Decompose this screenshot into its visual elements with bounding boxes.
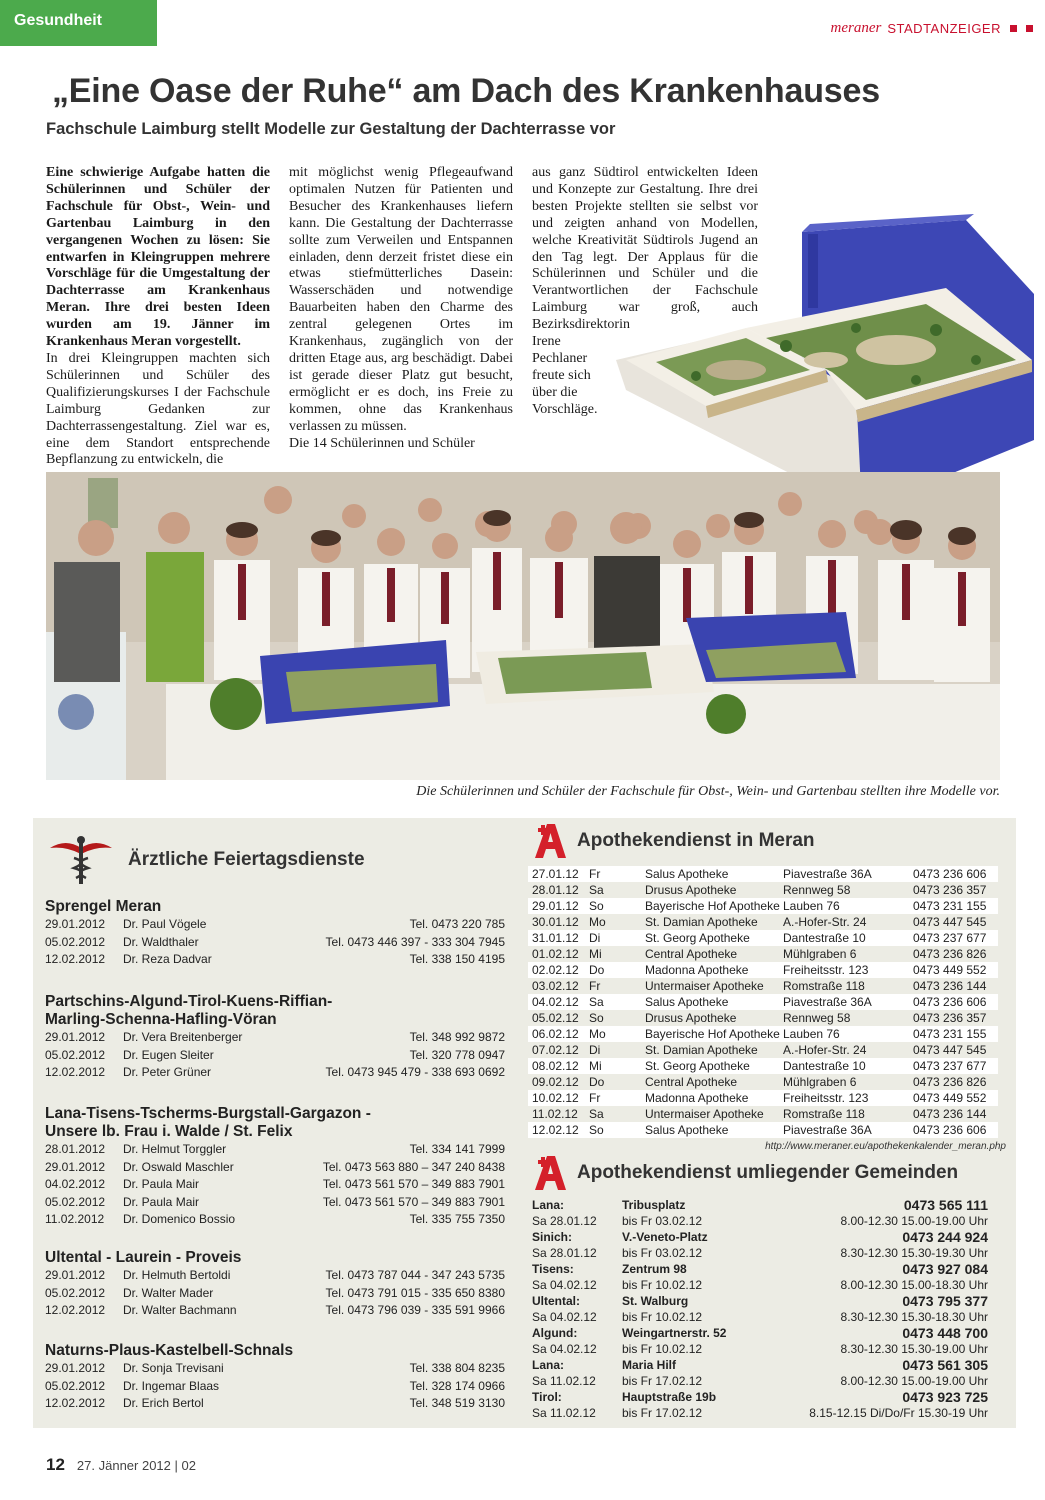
- doctor-name: Dr. Paula Mair: [123, 1194, 200, 1209]
- article-headline: „Eine Oase der Ruhe“ am Dach des Krankenhauses: [52, 72, 880, 110]
- pharmacy-weekday: Mo: [589, 1027, 606, 1041]
- pharmacy-row: [528, 946, 998, 962]
- doctor-row: [45, 1029, 505, 1047]
- region-title: Naturns-Plaus-Kastelbell-Schnals: [45, 1342, 294, 1359]
- pharmacy-phone: 0473 231 155: [913, 1027, 987, 1041]
- doctor-name: Dr. Oswald Maschler: [123, 1159, 234, 1174]
- article-paragraph: In drei Kleingruppen machten sich Schülerinnen und Schüler des Qualifizierungskurses I der Fachschule Laimburg Gedanken zur Dachterrassengestaltung. Ziel war es, eine dem Standort entsprechende Bepflanzung zu entwickeln, die: [46, 350, 270, 468]
- pharmacy-street: Mühlgraben 6: [783, 1075, 857, 1089]
- pharmacy-meran-table: [528, 866, 998, 1138]
- region-block: [45, 1342, 505, 1413]
- pharmacy-to: bis Fr 17.02.12: [622, 1406, 703, 1420]
- doctor-phone: Tel. 0473 945 479 - 338 693 0692: [325, 1065, 505, 1079]
- doctor-row: [45, 1360, 505, 1378]
- pharmacy-street: Lauben 76: [783, 1027, 840, 1041]
- pharmacy-to: bis Fr 10.02.12: [622, 1278, 703, 1292]
- pharmacy-from: Sa 28.01.12: [532, 1214, 597, 1228]
- pharmacy-region-row: [532, 1277, 988, 1293]
- pharmacy-from: Sa 11.02.12: [532, 1406, 596, 1420]
- pharmacy-date: 30.01.12: [532, 915, 579, 929]
- pharmacy-place: Tisens:: [532, 1262, 574, 1276]
- pharmacy-name: Zentrum 98: [622, 1262, 687, 1276]
- pharmacy-weekday: Di: [589, 1043, 601, 1057]
- pharmacy-date: 27.01.12: [532, 867, 579, 881]
- pharmacy-weekday: Do: [589, 963, 605, 977]
- doctor-name: Dr. Vera Breitenberger: [123, 1030, 243, 1044]
- pharmacy-weekday: Do: [589, 1075, 605, 1089]
- brand-name: meraner: [830, 20, 882, 36]
- issue-date: 27. Jänner 2012 | 02: [76, 1458, 196, 1473]
- doctor-row: [45, 1211, 505, 1229]
- doctor-row: [45, 1159, 505, 1177]
- doctor-date: 05.02.2012: [45, 1285, 106, 1300]
- pharmacy-row: [528, 898, 998, 914]
- pharmacy-date: 08.02.12: [532, 1059, 579, 1073]
- doctor-date: 28.01.2012: [45, 1142, 106, 1156]
- pharmacy-row: [528, 866, 998, 882]
- pharmacy-phone: 0473 231 155: [913, 899, 987, 913]
- pharmacy-row: [528, 1122, 998, 1138]
- pharmacy-meran-title: Apothekendienst in Meran: [577, 830, 815, 851]
- group-photo: [46, 472, 1000, 780]
- doctor-phone: Tel. 348 519 3130: [409, 1396, 505, 1410]
- masthead: [831, 20, 1033, 37]
- pharmacy-date: 07.02.12: [532, 1043, 579, 1057]
- pharmacy-street: Rennweg 58: [783, 883, 851, 897]
- pharmacy-phone: 0473 236 826: [913, 947, 987, 961]
- pharmacy-date: 06.02.12: [532, 1027, 579, 1041]
- pharmacy-weekday: Sa: [589, 995, 604, 1009]
- doctor-phone: Tel. 0473 561 570 – 349 883 7901: [322, 1194, 505, 1209]
- pharmacy-meran-header: [533, 822, 815, 860]
- pharmacy-row: [528, 994, 998, 1010]
- doctor-row: [45, 1267, 505, 1285]
- pharmacy-name: V.-Veneto-Platz: [622, 1230, 708, 1244]
- pharmacy-from: Sa 04.02.12: [532, 1310, 597, 1324]
- doctor-date: 29.01.2012: [45, 917, 106, 931]
- pharmacy-weekday: Mi: [589, 1059, 602, 1073]
- pharmacy-row: [528, 914, 998, 930]
- doctor-date: 05.02.2012: [45, 1047, 106, 1062]
- doctor-phone: Tel. 338 150 4195: [409, 952, 505, 966]
- pharmacy-hours: 8.00-12.30 15.00-19.00 Uhr: [840, 1374, 988, 1388]
- pharmacy-weekday: Di: [589, 931, 601, 945]
- pharmacy-row: [528, 1042, 998, 1058]
- pharmacy-weekday: Sa: [589, 1107, 604, 1121]
- caduceus-icon: [48, 834, 114, 886]
- pharmacy-phone: 0473 237 677: [913, 931, 987, 945]
- pharmacy-date: 05.02.12: [532, 1011, 579, 1025]
- pharmacy-date: 09.02.12: [532, 1075, 579, 1089]
- pharmacy-region-title: Apothekendienst umliegender Gemeinden: [577, 1162, 959, 1183]
- pharmacy-name: Central Apotheke: [645, 1075, 738, 1089]
- pharmacy-from: Sa 28.01.12: [532, 1246, 597, 1260]
- doctor-name: Dr. Peter Grüner: [123, 1065, 212, 1079]
- doctor-phone: Tel. 0473 563 880 – 347 240 8438: [322, 1159, 505, 1174]
- pharmacy-phone: 0473 447 545: [913, 915, 987, 929]
- pharmacy-name: Untermaiser Apotheke: [645, 1107, 764, 1121]
- doctor-date: 12.02.2012: [45, 1065, 106, 1079]
- doctor-phone: Tel. 0473 446 397 - 333 304 7945: [325, 934, 505, 949]
- pharmacy-street: Piavestraße 36A: [783, 1123, 872, 1137]
- pharmacy-region-row: [532, 1389, 988, 1405]
- pharmacy-name: Central Apotheke: [645, 947, 738, 961]
- paper-name: STADTANZEIGER: [887, 21, 1001, 36]
- pharmacy-name: Salus Apotheke: [645, 1123, 729, 1137]
- doctor-name: Dr. Ingemar Blaas: [123, 1378, 220, 1393]
- pharmacy-date: 03.02.12: [532, 979, 579, 993]
- pharmacy-phone: 0473 795 377: [902, 1293, 988, 1309]
- pharmacy-phone: 0473 447 545: [913, 1043, 987, 1057]
- region-block: [45, 1249, 505, 1320]
- doctor-name: Dr. Waldthaler: [123, 934, 199, 949]
- pharmacy-name: St. Walburg: [622, 1294, 689, 1308]
- pharmacy-name: Tribusplatz: [622, 1198, 686, 1212]
- doctor-name: Dr. Helmut Torggler: [123, 1142, 227, 1156]
- doctor-phone: Tel. 0473 220 785: [409, 917, 505, 931]
- pharmacy-region-row: [532, 1245, 988, 1261]
- pharmacy-date: 31.01.12: [532, 931, 579, 945]
- article-column-2: [289, 165, 513, 452]
- pharmacy-hours: 8.30-12.30 15.30-19.00 Uhr: [840, 1342, 988, 1356]
- doctor-date: 29.01.2012: [45, 1030, 106, 1044]
- doctor-name: Dr. Helmuth Bertoldi: [123, 1268, 231, 1282]
- pharmacy-region-row: [532, 1293, 988, 1309]
- doctor-phone: Tel. 348 992 9872: [409, 1030, 505, 1044]
- pharmacy-row: [528, 1026, 998, 1042]
- pharmacy-region-row: [532, 1213, 988, 1229]
- pharmacy-date: 10.02.12: [532, 1091, 579, 1105]
- pharmacy-region-row: [532, 1325, 988, 1341]
- pharmacy-place: Ultental:: [532, 1294, 580, 1308]
- doctor-date: 11.02.2012: [45, 1212, 105, 1226]
- doctor-phone: Tel. 0473 787 044 - 347 243 5735: [325, 1268, 505, 1282]
- page-footer: [46, 1455, 196, 1475]
- pharmacy-date: 02.02.12: [532, 963, 579, 977]
- doctor-row: [45, 1194, 505, 1212]
- pharmacy-row: [528, 1058, 998, 1074]
- doctor-row: [45, 1285, 505, 1303]
- pharmacy-date: 29.01.12: [532, 899, 579, 913]
- page-number: 12: [46, 1455, 65, 1474]
- doctor-date: 12.02.2012: [45, 952, 106, 966]
- region-block: [45, 993, 505, 1082]
- pharmacy-hours: 8.00-12.30 15.00-19.00 Uhr: [840, 1214, 988, 1228]
- doctor-row: [45, 951, 505, 969]
- pharmacy-row: [528, 962, 998, 978]
- pharmacy-name: Salus Apotheke: [645, 995, 729, 1009]
- pharmacy-name: Hauptstraße 19b: [622, 1390, 717, 1404]
- pharmacy-row: [528, 1106, 998, 1122]
- doctor-phone: Tel. 338 804 8235: [409, 1361, 505, 1375]
- pharmacy-name: St. Georg Apotheke: [645, 1059, 750, 1073]
- pharmacy-phone: 0473 236 144: [913, 1107, 987, 1121]
- pharmacy-street: Dantestraße 10: [783, 1059, 866, 1073]
- doctor-row: [45, 1302, 505, 1320]
- pharmacy-street: Dantestraße 10: [783, 931, 866, 945]
- pharmacy-weekday: Fr: [589, 867, 601, 881]
- doctor-phone: Tel. 334 141 7999: [409, 1142, 505, 1156]
- pharmacy-phone: 0473 236 606: [913, 867, 987, 881]
- pharmacy-phone: 0473 565 111: [903, 1197, 988, 1213]
- section-label: Gesundheit: [0, 0, 157, 46]
- pharmacy-row: [528, 1074, 998, 1090]
- doctor-date: 05.02.2012: [45, 934, 106, 949]
- region-block: [45, 898, 505, 969]
- doctor-name: Dr. Paul Vögele: [123, 917, 207, 931]
- pharmacy-to: bis Fr 03.02.12: [622, 1214, 703, 1228]
- pharmacy-region-row: [532, 1405, 988, 1421]
- pharmacy-place: Lana:: [532, 1198, 565, 1212]
- pharmacy-region-row: [532, 1373, 988, 1389]
- pharmacy-name: Bayerische Hof Apotheke: [645, 1027, 780, 1041]
- pharmacy-street: Lauben 76: [783, 899, 840, 913]
- article-column-1: [46, 165, 270, 469]
- pharmacy-name: Maria Hilf: [622, 1358, 677, 1372]
- doctor-phone: Tel. 320 778 0947: [409, 1047, 505, 1062]
- pharmacy-hours: 8.30-12.30 15.30-18.30 Uhr: [840, 1310, 988, 1324]
- pharmacy-place: Tirol:: [532, 1390, 562, 1404]
- pharmacy-from: Sa 11.02.12: [532, 1374, 596, 1388]
- pharmacy-row: [528, 882, 998, 898]
- doctor-phone: Tel. 328 174 0966: [409, 1378, 505, 1393]
- pharmacy-street: Freiheitsstr. 123: [783, 963, 869, 977]
- doctor-name: Dr. Domenico Bossio: [123, 1212, 236, 1226]
- terrace-model-photo: [596, 210, 1036, 510]
- pharmacy-row: [528, 1090, 998, 1106]
- pharmacy-street: Romstraße 118: [783, 1107, 865, 1121]
- pharmacy-phone: 0473 561 305: [902, 1357, 988, 1373]
- pharmacy-name: Drusus Apotheke: [645, 883, 737, 897]
- doctor-phone: Tel. 0473 796 039 - 335 591 9966: [325, 1303, 505, 1317]
- pharmacy-name: Bayerische Hof Apotheke: [645, 899, 780, 913]
- doctor-date: 05.02.2012: [45, 1194, 106, 1209]
- pharmacy-weekday: So: [589, 1011, 604, 1025]
- pharmacy-hours: 8.00-12.30 15.00-18.30 Uhr: [840, 1278, 988, 1292]
- pharmacy-weekday: Fr: [589, 1091, 601, 1105]
- pharmacy-street: A.-Hofer-Str. 24: [783, 1043, 867, 1057]
- pharmacy-place: Lana:: [532, 1358, 565, 1372]
- pharmacy-phone: 0473 236 606: [913, 995, 987, 1009]
- article-paragraph: Irene Pechlaner freute sich über die Vorschläge.: [532, 334, 598, 417]
- article-paragraph: mit möglichst wenig Pflegeaufwand optimalen Nutzen für Patienten und Besucher des Krankenhauses liefern kann. Die Gestaltung der Dachterrasse sollte zum Verweilen und Entspannen einladen, denn derzeit fristet diese ein etwas stiefmütterliches Dasein: Wasserschäden und notwendige Bauarbeiten haben den Charme des zentral gelegenen Ortes im Krankenhaus, zugänglich von der dritten Etage aus, arg beschädigt. Dabei ist gerade dieser Platz gut besucht, ermöglicht er es doch, ins Freie zu kommen, ohne das Krankenhaus verlassen zu müssen.: [289, 165, 513, 434]
- pharmacy-date: 28.01.12: [532, 883, 579, 897]
- pharmacy-phone: 0473 236 357: [913, 883, 987, 897]
- pharmacy-street: Piavestraße 36A: [783, 867, 872, 881]
- masthead-square: [1026, 25, 1033, 32]
- pharmacy-phone: 0473 236 826: [913, 1075, 987, 1089]
- pharmacy-phone: 0473 449 552: [913, 1091, 987, 1105]
- pharmacy-to: bis Fr 17.02.12: [622, 1374, 703, 1388]
- article-paragraph: aus ganz Südtirol entwickelten Ideen und Konzepte zur Gestaltung. Ihre drei besten Projekte stellten sie selbst vor und zeigten anhand von Modellen, welche Kreativität Südtirols Jugend an den Tag legt. Der Applaus für die Schülerinnen und Schüler und die Verantwortlichen der Fachschule Laimburg war groß, auch Bezirksdirektorin: [532, 165, 758, 333]
- pharmacy-region-table: [532, 1197, 988, 1421]
- medical-title: Ärztliche Feiertagsdienste: [128, 849, 365, 870]
- doctor-row: [45, 934, 505, 952]
- pharmacy-phone: 0473 448 700: [902, 1325, 988, 1341]
- pharmacy-date: 12.02.12: [532, 1123, 579, 1137]
- pharmacy-street: A.-Hofer-Str. 24: [783, 915, 867, 929]
- doctor-name: Dr. Walter Bachmann: [123, 1303, 237, 1317]
- pharmacy-weekday: Sa: [589, 883, 604, 897]
- doctor-date: 12.02.2012: [45, 1396, 106, 1410]
- pharmacy-name: Salus Apotheke: [645, 867, 729, 881]
- pharmacy-date: 11.02.12: [532, 1107, 578, 1121]
- region-title: Ultental - Laurein - Proveis: [45, 1249, 242, 1266]
- pharmacy-phone: 0473 244 924: [902, 1229, 988, 1245]
- pharmacy-phone: 0473 236 357: [913, 1011, 987, 1025]
- doctor-row: [45, 1395, 505, 1413]
- pharmacy-name: Weingartnerstr. 52: [622, 1326, 727, 1340]
- doctor-row: [45, 1141, 505, 1159]
- pharmacy-from: Sa 04.02.12: [532, 1342, 597, 1356]
- pharmacy-street: Freiheitsstr. 123: [783, 1091, 869, 1105]
- pharmacy-place: Algund:: [532, 1326, 578, 1340]
- pharmacy-region-row: [532, 1357, 988, 1373]
- pharmacy-to: bis Fr 03.02.12: [622, 1246, 703, 1260]
- pharmacy-region-row: [532, 1261, 988, 1277]
- pharmacy-phone: 0473 236 606: [913, 1123, 987, 1137]
- pharmacy-street: Piavestraße 36A: [783, 995, 872, 1009]
- doctor-name: Dr. Reza Dadvar: [123, 952, 212, 966]
- pharmacy-hours: 8.30-12.30 15.30-19.30 Uhr: [840, 1246, 988, 1260]
- pharmacy-street: Romstraße 118: [783, 979, 865, 993]
- pharmacy-region-row: [532, 1341, 988, 1357]
- pharmacy-weekday: So: [589, 1123, 604, 1137]
- pharmacy-weekday: Mi: [589, 947, 602, 961]
- pharmacy-to: bis Fr 10.02.12: [622, 1342, 703, 1356]
- pharmacy-phone: 0473 237 677: [913, 1059, 987, 1073]
- doctor-row: [45, 1176, 505, 1194]
- pharmacy-row: [528, 930, 998, 946]
- article-subline: Fachschule Laimburg stellt Modelle zur Gestaltung der Dachterrasse vor: [46, 120, 616, 138]
- doctor-date: 05.02.2012: [45, 1378, 106, 1393]
- pharmacy-name: Untermaiser Apotheke: [645, 979, 764, 993]
- doctor-phone: Tel. 0473 791 015 - 335 650 8380: [325, 1285, 505, 1300]
- doctor-date: 29.01.2012: [45, 1361, 106, 1375]
- pharmacy-name: St. Damian Apotheke: [645, 915, 758, 929]
- doctor-name: Dr. Eugen Sleiter: [123, 1047, 214, 1062]
- pharmacy-phone: 0473 449 552: [913, 963, 987, 977]
- doctor-date: 29.01.2012: [45, 1159, 106, 1174]
- pharmacy-street: Rennweg 58: [783, 1011, 851, 1025]
- pharmacy-hours: 8.15-12.15 Di/Do/Fr 15.30-19 Uhr: [809, 1406, 988, 1420]
- pharmacy-phone: 0473 923 725: [902, 1389, 988, 1405]
- doctor-date: 12.02.2012: [45, 1303, 106, 1317]
- region-title: Partschins-Algund-Tirol-Kuens-Riffian- Marling-Schenna-Hafling-Vöran: [45, 993, 333, 1028]
- pharmacy-region-row: [532, 1197, 988, 1213]
- doctor-row: [45, 1047, 505, 1065]
- pharmacy-phone: 0473 927 084: [902, 1261, 988, 1277]
- pharmacy-weekday: Fr: [589, 979, 601, 993]
- pharmacy-weekday: So: [589, 899, 604, 913]
- region-title: Sprengel Meran: [45, 898, 162, 915]
- article-paragraph: Die 14 Schülerinnen und Schüler: [289, 435, 475, 451]
- pharmacy-a-icon: [533, 822, 567, 860]
- pharmacy-name: Drusus Apotheke: [645, 1011, 737, 1025]
- pharmacy-region-row: [532, 1229, 988, 1245]
- masthead-square: [1010, 25, 1017, 32]
- doctor-name: Dr. Paula Mair: [123, 1177, 200, 1191]
- pharmacy-name: Madonna Apotheke: [645, 1091, 749, 1105]
- pharmacy-region-header: [533, 1154, 958, 1192]
- pharmacy-date: 04.02.12: [532, 995, 579, 1009]
- doctor-phone: Tel. 335 755 7350: [409, 1212, 505, 1226]
- region-title: Lana-Tisens-Tscherms-Burgstall-Gargazon - Unsere lb. Frau i. Walde / St. Felix: [45, 1105, 371, 1140]
- doctor-phone: Tel. 0473 561 570 – 349 883 7901: [322, 1177, 505, 1191]
- article-lead: Eine schwierige Aufgabe hatten die Schülerinnen und Schüler der Fachschule für Obst-, Wein- und Gartenbau Laimburg in den vergangenen Wochen zu lösen: Sie entwarfen in Kleingruppen mehrere Vorschläge für die Umgestaltung der Dachterrasse am Krankenhaus Meran. Ihre drei besten Ideen wurden am 19. Jänner im Krankenhaus Meran vorgestellt.: [46, 165, 270, 350]
- pharmacy-date: 01.02.12: [532, 947, 579, 961]
- pharmacy-name: Madonna Apotheke: [645, 963, 749, 977]
- pharmacy-street: Mühlgraben 6: [783, 947, 857, 961]
- photo-caption: Die Schülerinnen und Schüler der Fachschule für Obst-, Wein- und Gartenbau stellten ihre Modelle vor.: [416, 784, 1000, 799]
- pharmacy-weekday: Mo: [589, 915, 606, 929]
- pharmacy-name: St. Georg Apotheke: [645, 931, 750, 945]
- doctor-name: Dr. Erich Bertol: [123, 1396, 204, 1410]
- pharmacy-place: Sinich:: [532, 1230, 573, 1244]
- pharmacy-to: bis Fr 10.02.12: [622, 1310, 703, 1324]
- pharmacy-url: http://www.meraner.eu/apothekenkalender_meran.php: [765, 1141, 1006, 1152]
- doctor-row: [45, 1378, 505, 1396]
- doctor-name: Dr. Sonja Trevisani: [123, 1361, 224, 1375]
- pharmacy-region-row: [532, 1309, 988, 1325]
- pharmacy-row: [528, 1010, 998, 1026]
- doctor-date: 29.01.2012: [45, 1268, 106, 1282]
- pharmacy-phone: 0473 236 144: [913, 979, 987, 993]
- doctor-row: [45, 916, 505, 934]
- region-block: [45, 1105, 505, 1229]
- pharmacy-from: Sa 04.02.12: [532, 1278, 597, 1292]
- pharmacy-row: [528, 978, 998, 994]
- medical-header: [48, 834, 365, 886]
- doctor-date: 04.02.2012: [45, 1177, 106, 1191]
- doctor-row: [45, 1064, 505, 1082]
- pharmacy-name: St. Damian Apotheke: [645, 1043, 758, 1057]
- doctor-name: Dr. Walter Mader: [123, 1285, 214, 1300]
- pharmacy-a-icon: [533, 1154, 567, 1192]
